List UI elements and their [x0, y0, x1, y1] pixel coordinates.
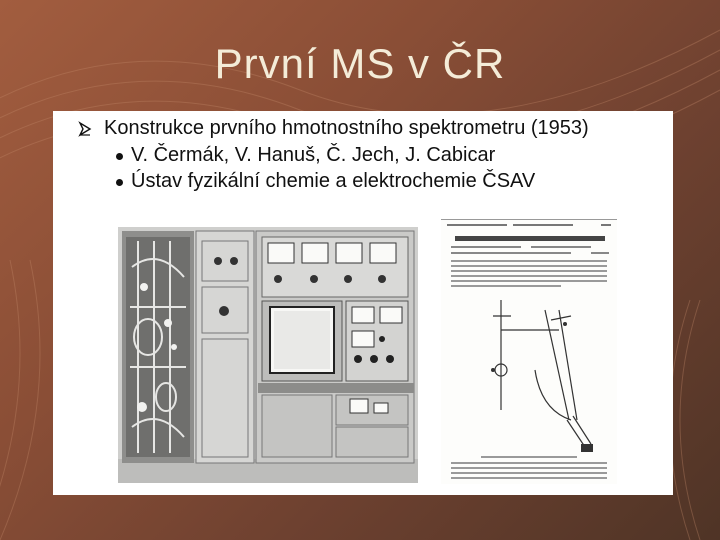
bullet-text: V. Čermák, V. Hanuš, Č. Jech, J. Cabicar: [131, 144, 496, 166]
bullet-text: Konstrukce prvního hmotnostního spektrometru (1953): [104, 117, 589, 139]
dot-bullet-icon: [116, 179, 123, 186]
bullet-text: Ústav fyzikální chemie a elektrochemie ČSAV: [131, 170, 536, 192]
spectrometer-photo: [118, 227, 418, 483]
dot-bullet-icon: [116, 153, 123, 160]
journal-page: [441, 219, 617, 484]
mass-spectrometer-photo-icon: [118, 227, 418, 483]
slide-title: První MS v ČR: [214, 40, 506, 87]
content-panel: [53, 111, 673, 495]
bullet-list: [53, 111, 673, 211]
arrow-bullet-icon: [78, 121, 92, 137]
journal-page-scan-icon: [441, 220, 617, 484]
